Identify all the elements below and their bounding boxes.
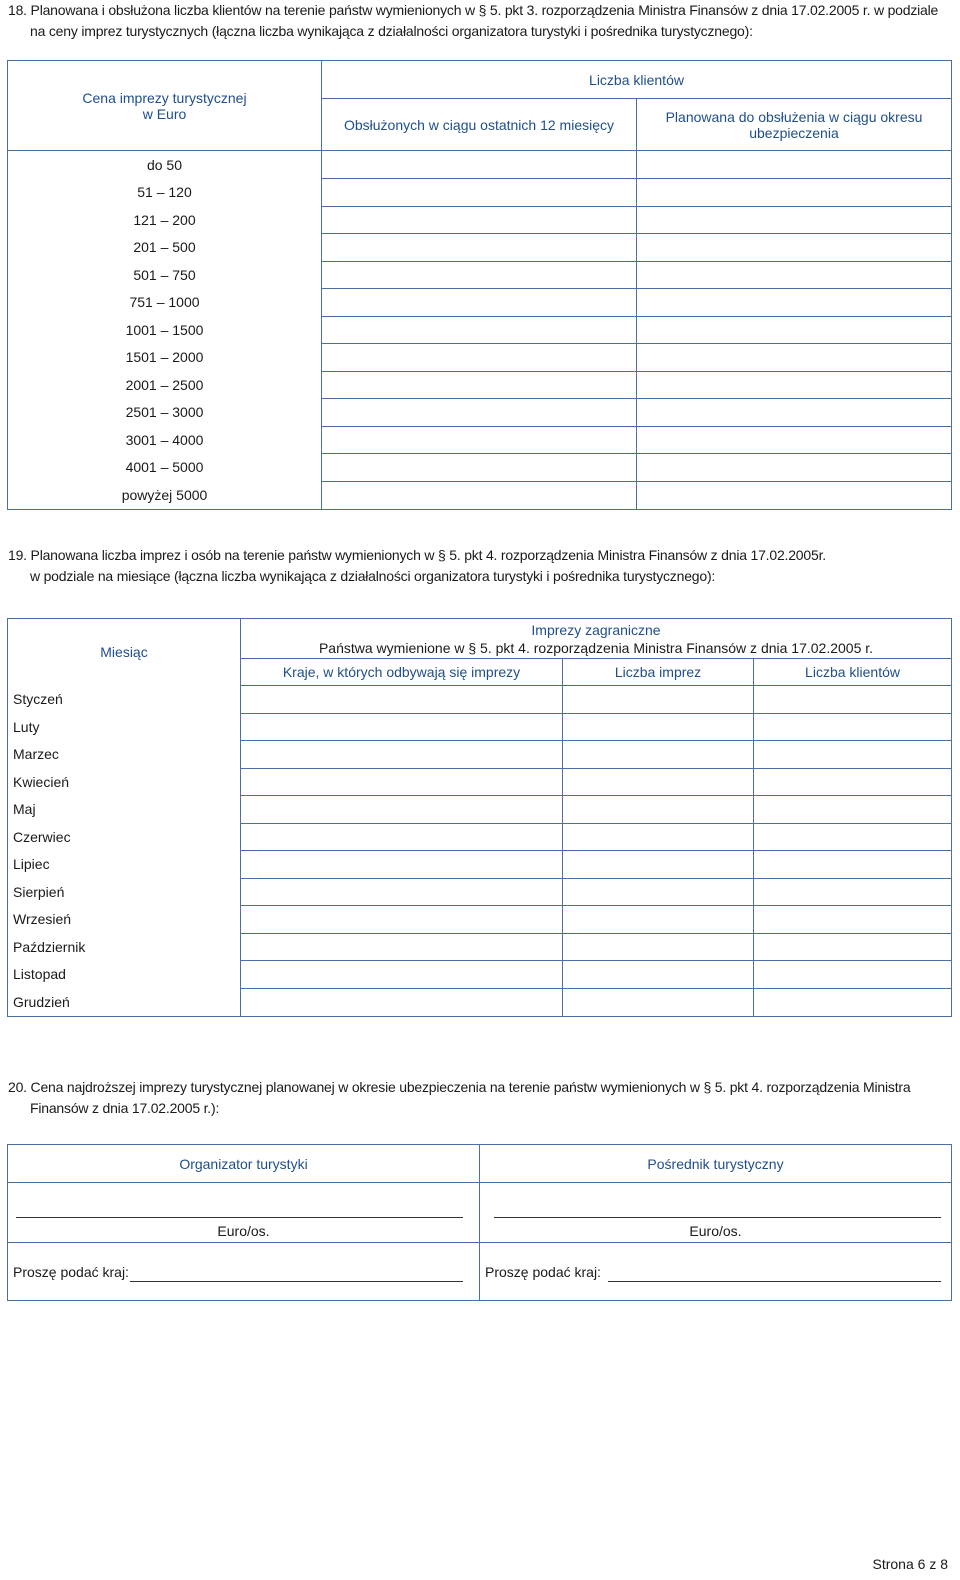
clients-input-cell[interactable] [754,823,952,851]
month-cell: Listopad [8,961,241,989]
events-input-cell[interactable] [563,741,754,769]
price-range-cell: 51 – 120 [8,179,322,207]
planned-input-cell[interactable] [637,399,952,427]
clients-input-cell[interactable] [754,741,952,769]
planned-input-cell[interactable] [637,261,952,289]
section-18-line2: na ceny imprez turystycznych (łączna liczba wynikająca z działalności organizatora turystyki i pośrednika turystycznego): [30,23,753,39]
countries-input-cell[interactable] [241,741,563,769]
served-input-cell[interactable] [322,426,637,454]
month-cell: Styczeń [8,686,241,714]
agent-country-label: Proszę podać kraj: [485,1263,601,1280]
price-range-cell: 501 – 750 [8,261,322,289]
section-19-line2: w podziale na miesiące (łączna liczba wynikająca z działalności organizatora turystyki i pośrednika turystycznego): [30,568,716,584]
clients-group-header: Liczba klientów [322,61,952,99]
price-range-cell: 201 – 500 [8,234,322,262]
served-input-cell[interactable] [322,371,637,399]
agent-country-cell [480,1243,952,1301]
month-cell: Październik [8,933,241,961]
served-input-cell[interactable] [322,179,637,207]
planned-input-cell[interactable] [637,206,952,234]
month-cell: Sierpień [8,878,241,906]
month-cell: Kwiecień [8,768,241,796]
countries-input-cell[interactable] [241,906,563,934]
planned-input-cell[interactable] [637,454,952,482]
planned-input-cell[interactable] [637,179,952,207]
countries-input-cell[interactable] [241,878,563,906]
page-number: Strona 6 z 8 [872,1556,948,1572]
countries-input-cell[interactable] [241,851,563,879]
section-19-line1: 19. Planowana liczba imprez i osób na terenie państw wymienionych w § 5. pkt 4. rozporządzenia Ministra Finansów z dnia 17.02.2005r. [8,547,826,563]
organizer-header: Organizator turystyki [8,1145,480,1183]
month-column-header: Miesiąc [8,619,241,686]
agent-price-cell [480,1183,952,1243]
section-18-line1: 18. Planowana i obsłużona liczba klientów na terenie państw wymienionych w § 5. pkt 3. rozporządzenia Ministra Finansów z dnia 17.02.2005 r. w podziale [8,2,939,18]
highest-price-table [7,1144,952,1301]
events-count-column-header: Liczba imprez [563,659,754,686]
served-column-header: Obsłużonych w ciągu ostatnich 12 miesięcy [322,99,637,151]
events-input-cell[interactable] [563,768,754,796]
clients-input-cell[interactable] [754,713,952,741]
served-input-cell[interactable] [322,289,637,317]
month-cell: Wrzesień [8,906,241,934]
countries-input-cell[interactable] [241,768,563,796]
planned-input-cell[interactable] [637,481,952,509]
client-price-table [7,60,952,510]
organizer-price-field[interactable] [16,1217,463,1218]
countries-column-header: Kraje, w których odbywają się imprezy [241,659,563,686]
countries-input-cell[interactable] [241,823,563,851]
price-range-cell: 1001 – 1500 [8,316,322,344]
events-input-cell[interactable] [563,988,754,1016]
served-input-cell[interactable] [322,151,637,179]
clients-input-cell[interactable] [754,686,952,714]
events-input-cell[interactable] [563,851,754,879]
clients-input-cell[interactable] [754,796,952,824]
clients-input-cell[interactable] [754,961,952,989]
price-range-cell: 121 – 200 [8,206,322,234]
countries-input-cell[interactable] [241,961,563,989]
planned-input-cell[interactable] [637,344,952,372]
events-input-cell[interactable] [563,686,754,714]
monthly-events-table [7,618,952,1017]
price-range-cell: 1501 – 2000 [8,344,322,372]
price-range-cell: 3001 – 4000 [8,426,322,454]
planned-input-cell[interactable] [637,371,952,399]
served-input-cell[interactable] [322,344,637,372]
served-input-cell[interactable] [322,316,637,344]
agent-header: Pośrednik turystyczny [480,1145,952,1183]
clients-count-column-header: Liczba klientów [754,659,952,686]
events-input-cell[interactable] [563,823,754,851]
clients-input-cell[interactable] [754,851,952,879]
price-range-cell: do 50 [8,151,322,179]
events-input-cell[interactable] [563,961,754,989]
countries-input-cell[interactable] [241,713,563,741]
events-input-cell[interactable] [563,906,754,934]
clients-input-cell[interactable] [754,878,952,906]
agent-country-field[interactable] [608,1281,941,1282]
planned-column-header: Planowana do obsłużenia w ciągu okresu ubezpieczenia [637,99,952,151]
month-cell: Luty [8,713,241,741]
clients-input-cell[interactable] [754,906,952,934]
month-cell: Marzec [8,741,241,769]
foreign-events-group-header: Imprezy zagraniczne Państwa wymienione w § 5. pkt 4. rozporządzenia Ministra Finansów z dnia 17.02.2005 r. [241,619,952,659]
price-range-cell: 2501 – 3000 [8,399,322,427]
price-column-header: Cena imprezy turystycznej w Euro [8,61,322,151]
countries-input-cell[interactable] [241,988,563,1016]
countries-input-cell[interactable] [241,933,563,961]
organizer-price-cell [8,1183,480,1243]
section-19-heading [8,545,826,587]
price-range-cell: 2001 – 2500 [8,371,322,399]
events-input-cell[interactable] [563,878,754,906]
events-input-cell[interactable] [563,933,754,961]
agent-price-field[interactable] [494,1217,941,1218]
planned-input-cell[interactable] [637,234,952,262]
planned-input-cell[interactable] [637,151,952,179]
month-cell: Maj [8,796,241,824]
organizer-unit-label: Euro/os. [217,1223,270,1239]
served-input-cell[interactable] [322,234,637,262]
price-range-cell: 4001 – 5000 [8,454,322,482]
served-input-cell[interactable] [322,261,637,289]
countries-input-cell[interactable] [241,686,563,714]
organizer-country-field[interactable] [130,1281,463,1282]
clients-input-cell[interactable] [754,933,952,961]
section-20-line2: Finansów z dnia 17.02.2005 r.): [30,1100,220,1116]
served-input-cell[interactable] [322,454,637,482]
served-input-cell[interactable] [322,206,637,234]
month-cell: Grudzień [8,988,241,1016]
planned-input-cell[interactable] [637,426,952,454]
section-20-heading [8,1077,910,1119]
organizer-country-cell [8,1243,480,1301]
price-range-cell: powyżej 5000 [8,481,322,509]
agent-unit-label: Euro/os. [689,1223,742,1239]
organizer-country-label: Proszę podać kraj: [13,1263,129,1280]
price-range-cell: 751 – 1000 [8,289,322,317]
clients-input-cell[interactable] [754,988,952,1016]
served-input-cell[interactable] [322,399,637,427]
events-input-cell[interactable] [563,796,754,824]
month-cell: Lipiec [8,851,241,879]
served-input-cell[interactable] [322,481,637,509]
section-18-heading [8,0,938,42]
countries-input-cell[interactable] [241,796,563,824]
planned-input-cell[interactable] [637,289,952,317]
planned-input-cell[interactable] [637,316,952,344]
section-20-line1: 20. Cena najdroższej imprezy turystycznej planowanej w okresie ubezpieczenia na terenie państw wymienionych w § 5. pkt 4. rozporządzenia Ministra [8,1079,911,1095]
month-cell: Czerwiec [8,823,241,851]
clients-input-cell[interactable] [754,768,952,796]
events-input-cell[interactable] [563,713,754,741]
